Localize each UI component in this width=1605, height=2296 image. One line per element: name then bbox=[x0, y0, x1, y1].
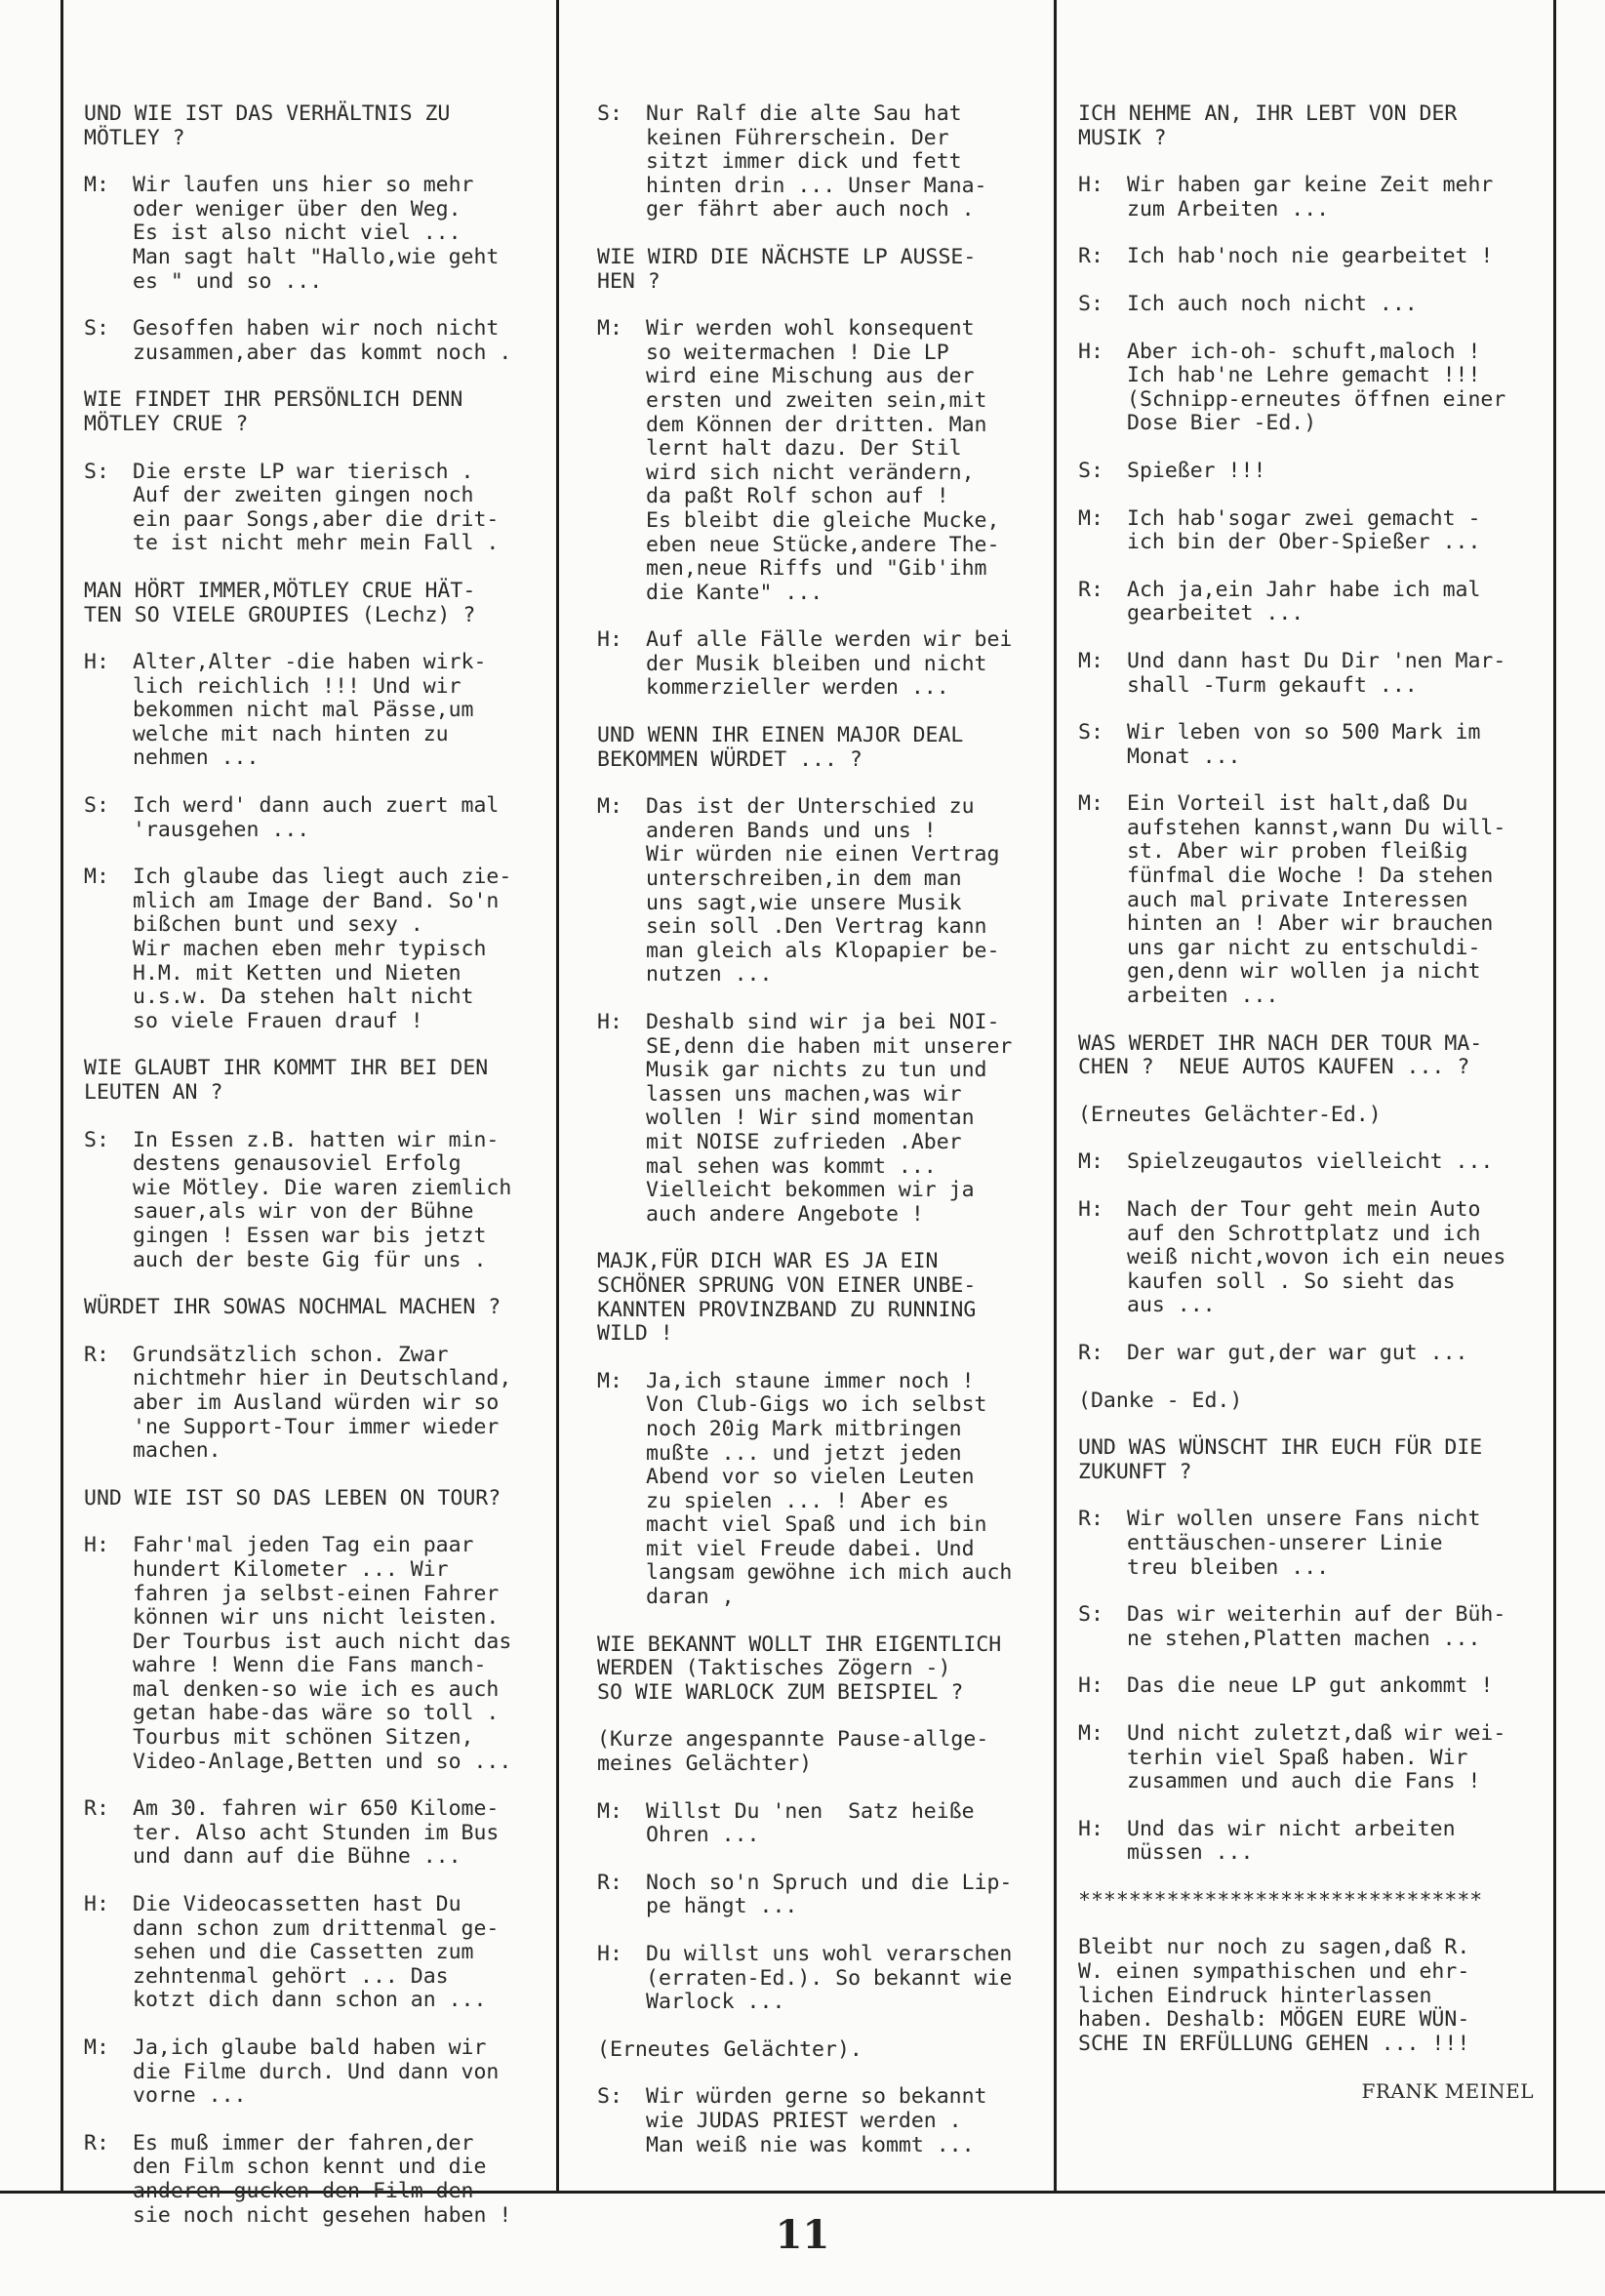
answer-text: Und dann hast Du Dir 'nen Mar- shall -Turm gekauft ... bbox=[1127, 648, 1506, 698]
answer bbox=[1078, 721, 1553, 769]
speaker-label: H: bbox=[597, 1942, 622, 1966]
answer bbox=[1078, 1674, 1553, 1699]
answer bbox=[1078, 650, 1553, 698]
question: WÜRDET IHR SOWAS NOCHMAL MACHEN ? bbox=[84, 1295, 502, 1320]
separator-stars: ******************************** bbox=[1078, 1888, 1483, 1913]
question: WIE BEKANNT WOLLT IHR EIGENTLICH WERDEN (Taktisches Zögern -) SO WIE WARLOCK ZUM BEISPIEL ? bbox=[597, 1631, 1002, 1705]
answer bbox=[1078, 1722, 1553, 1794]
speaker-label: H: bbox=[597, 627, 622, 653]
speaker-label: S: bbox=[1078, 458, 1103, 483]
answer bbox=[84, 651, 550, 771]
column-rule-middle-left bbox=[556, 0, 559, 2194]
answer bbox=[1078, 1198, 1553, 1318]
column-2 bbox=[597, 102, 1054, 2181]
speaker-label: H: bbox=[1078, 173, 1103, 198]
speaker-label: M: bbox=[1078, 791, 1103, 817]
speaker-label: S: bbox=[84, 459, 109, 484]
answer bbox=[1078, 1342, 1553, 1366]
answer bbox=[84, 1893, 550, 2013]
speaker-label: S: bbox=[84, 316, 109, 342]
answer bbox=[84, 1129, 550, 1273]
note: Bleibt nur noch zu sagen,daß R. W. einen sympathischen und ehr- lichen Eindruck hinterlassen haben. Deshalb: MÖGEN EURE WÜN- SCHE IN ERFÜLLUNG GEHEN ... !!! bbox=[1078, 1935, 1470, 2056]
answer bbox=[84, 1797, 550, 1870]
speaker-label: S: bbox=[597, 2084, 622, 2110]
answer-text: In Essen z.B. hatten wir min- destens genausoviel Erfolg wie Mötley. Die waren ziemlich sauer,als wir von der Bühne gingen ! Essen war bis jetzt auch der beste Gig für uns . bbox=[133, 1127, 512, 1272]
speaker-label: M: bbox=[1078, 1149, 1103, 1175]
speaker-label: H: bbox=[84, 1892, 109, 1917]
speaker-label: H: bbox=[1078, 339, 1103, 364]
speaker-label: H: bbox=[1078, 1673, 1103, 1699]
answer bbox=[1078, 792, 1553, 1008]
answer bbox=[597, 1800, 1054, 1848]
answer-text: Spießer !!! bbox=[1127, 458, 1266, 483]
note: (Danke - Ed.) bbox=[1078, 1388, 1243, 1413]
answer bbox=[84, 174, 550, 294]
answer bbox=[1078, 1603, 1553, 1651]
speaker-label: S: bbox=[1078, 1602, 1103, 1628]
speaker-label: R: bbox=[84, 2130, 109, 2155]
answer-text: Das wir weiterhin auf der Büh- ne stehen,Platten machen ... bbox=[1127, 1602, 1506, 1651]
speaker-label: R: bbox=[1078, 577, 1103, 602]
answer-text: Du willst uns wohl verarschen (erraten-Ed.). So bekannt wie Warlock ... bbox=[646, 1942, 1013, 2015]
speaker-label: M: bbox=[597, 794, 622, 820]
question: MAJK,FÜR DICH WAR ES JA EIN SCHÖNER SPRUNG VON EINER UNBE- KANNTEN PROVINZBAND ZU RUNNING WILD ! bbox=[597, 1249, 977, 1347]
answer-text: Die Videocassetten hast Du dann schon zum drittenmal ge- sehen und die Cassetten zum zehntenmal gehört ... Das kotzt dich dann schon an ... bbox=[133, 1892, 500, 2013]
speaker-label: R: bbox=[1078, 1507, 1103, 1532]
speaker-label: H: bbox=[597, 1010, 622, 1034]
question: WIE FINDET IHR PERSÖNLICH DENN MÖTLEY CRUE ? bbox=[84, 387, 463, 436]
speaker-label: M: bbox=[597, 1798, 622, 1824]
question: UND WAS WÜNSCHT IHR EUCH FÜR DIE ZUKUNFT ? bbox=[1078, 1435, 1483, 1484]
speaker-label: H: bbox=[84, 1533, 109, 1558]
answer-text: Wir laufen uns hier so mehr oder weniger über den Weg. Es ist also nicht viel ... Man sagt halt "Hallo,wie geht es " und so ... bbox=[133, 173, 500, 294]
speaker-label: M: bbox=[84, 865, 109, 890]
answer bbox=[1078, 293, 1553, 317]
speaker-label: M: bbox=[597, 1368, 622, 1393]
answer bbox=[1078, 1818, 1553, 1866]
note: (Erneutes Gelächter). bbox=[597, 2036, 863, 2062]
answer bbox=[597, 1943, 1054, 2015]
answer-text: Alter,Alter -die haben wirk- lich reichlich !!! Und wir bekommen nicht mal Pässe,um welche mit nach hinten zu nehmen ... bbox=[133, 650, 487, 771]
speaker-label: M: bbox=[84, 173, 109, 198]
answer bbox=[1078, 507, 1553, 555]
answer-text: Wir wollen unsere Fans nicht enttäuschen-unserer Linie treu bleiben ... bbox=[1127, 1507, 1481, 1580]
question: UND WENN IHR EINEN MAJOR DEAL BEKOMMEN WÜRDET ... ? bbox=[597, 723, 964, 772]
column-3 bbox=[1078, 102, 1553, 2127]
answer-text: Ein Vorteil ist halt,daß Du aufstehen kannst,wann Du will- st. Aber wir proben fleißig fünfmal die Woche ! Da stehen auch mal private Interessen hinten an ! Aber wir brauchen uns gar nicht zu entschuldi- gen,denn wir wollen ja nicht arbeiten ... bbox=[1127, 791, 1506, 1009]
speaker-label: S: bbox=[1078, 720, 1103, 745]
answer-text: Das die neue LP gut ankommt ! bbox=[1127, 1673, 1494, 1699]
answer-text: Spielzeugautos vielleicht ... bbox=[1127, 1149, 1494, 1175]
answer bbox=[597, 2085, 1054, 2157]
answer-text: Gesoffen haben wir noch nicht zusammen,aber das kommt noch . bbox=[133, 316, 512, 365]
note: (Kurze angespannte Pause-allge- meines Gelächter) bbox=[597, 1727, 989, 1777]
answer-text: Ach ja,ein Jahr habe ich mal gearbeitet ... bbox=[1127, 577, 1481, 626]
speaker-label: S: bbox=[84, 793, 109, 819]
question: WIE GLAUBT IHR KOMMT IHR BEI DEN LEUTEN AN ? bbox=[84, 1056, 489, 1105]
answer bbox=[84, 794, 550, 842]
answer bbox=[1078, 341, 1553, 436]
column-1 bbox=[84, 102, 550, 2251]
answer bbox=[1078, 1508, 1553, 1580]
answer-text: Und nicht zuletzt,daß wir wei- terhin viel Spaß haben. Wir zusammen und auch die Fans ! bbox=[1127, 1720, 1506, 1794]
speaker-label: R: bbox=[84, 1342, 109, 1367]
speaker-label: S: bbox=[1078, 291, 1103, 316]
column-rule-left bbox=[60, 0, 63, 2194]
speaker-label: H: bbox=[1078, 1197, 1103, 1222]
speaker-label: M: bbox=[1078, 648, 1103, 673]
answer-text: Ich auch noch nicht ... bbox=[1127, 291, 1418, 316]
answer bbox=[597, 628, 1054, 701]
answer bbox=[84, 317, 550, 365]
answer-text: Ich hab'sogar zwei gemacht - ich bin der Ober-Spießer ... bbox=[1127, 505, 1481, 555]
answer bbox=[84, 1344, 550, 1464]
answer-text: Wir leben von so 500 Mark im Monat ... bbox=[1127, 720, 1481, 769]
speaker-label: M: bbox=[84, 2035, 109, 2060]
speaker-label: R: bbox=[597, 1870, 622, 1895]
answer bbox=[597, 1011, 1054, 1227]
question: ICH NEHME AN, IHR LEBT VON DER MUSIK ? bbox=[1078, 101, 1458, 150]
answer-text: Nur Ralf die alte Sau hat keinen Führerschein. Der sitzt immer dick und fett hinten drin ... Unser Mana- ger fährt aber auch noch . bbox=[646, 101, 987, 222]
answer-text: Ich werd' dann auch zuert mal 'rausgehen ... bbox=[133, 793, 500, 842]
answer bbox=[597, 317, 1054, 605]
answer bbox=[1078, 174, 1553, 222]
answer bbox=[1078, 460, 1553, 484]
answer-text: Das ist der Unterschied zu anderen Bands und uns ! Wir würden nie einen Vertrag unterschreiben,in dem man uns sagt,wie unsere Musik sein soll .Den Vertrag kann man gleich als Klopapier be- nutzen ... bbox=[646, 794, 1000, 987]
answer-text: Willst Du 'nen Satz heiße Ohren ... bbox=[646, 1798, 975, 1848]
speaker-label: H: bbox=[84, 650, 109, 675]
answer-text: Wir haben gar keine Zeit mehr zum Arbeiten ... bbox=[1127, 173, 1494, 222]
question: WAS WERDET IHR NACH DER TOUR MA- CHEN ? NEUE AUTOS KAUFEN ... ? bbox=[1078, 1030, 1483, 1080]
question: MAN HÖRT IMMER,MÖTLEY CRUE HÄT- TEN SO VIELE GROUPIES (Lechz) ? bbox=[84, 578, 476, 627]
author-signature: FRANK MEINEL bbox=[1361, 2079, 1534, 2104]
answer bbox=[1078, 579, 1553, 626]
speaker-label: S: bbox=[84, 1127, 109, 1152]
speaker-label: R: bbox=[1078, 244, 1103, 269]
speaker-label: R: bbox=[84, 1796, 109, 1822]
speaker-label: S: bbox=[597, 101, 622, 126]
answer bbox=[84, 866, 550, 1033]
answer-text: Die erste LP war tierisch . Auf der zweiten gingen noch ein paar Songs,aber die drit- te ist nicht mehr mein Fall . bbox=[133, 459, 500, 556]
answer-text: Nach der Tour geht mein Auto auf den Schrottplatz und ich weiß nicht,wovon ich ein neues kaufen soll . So sieht das aus ... bbox=[1127, 1197, 1506, 1318]
answer-text: Es muß immer der fahren,der den Film schon kennt und die anderen gucken den Film den sie noch nicht gesehen haben ! bbox=[133, 2130, 512, 2228]
answer bbox=[84, 461, 550, 556]
column-rule-right bbox=[1553, 0, 1556, 2194]
answer-text: Wir werden wohl konsequent so weitermachen ! Die LP wird eine Mischung aus der ersten und zweiten sein,mit dem Können der dritten. Man lernt halt dazu. Der Stil wird sich nicht verändern, da paßt Rolf schon auf ! Es bleibt die gleiche Mucke, eben neue Stücke,andere The- men,neue Riffs und "Gib'ihm die Kante" ... bbox=[646, 316, 1000, 605]
answer-text: Ich glaube das liegt auch zie- mlich am Image der Band. So'n bißchen bunt und sexy . Wir machen eben mehr typisch H.M. mit Ketten und Nieten u.s.w. Da stehen halt nicht so viele Frauen drauf ! bbox=[133, 865, 512, 1033]
question: WIE WIRD DIE NÄCHSTE LP AUSSE- HEN ? bbox=[597, 244, 977, 294]
answer-text: Am 30. fahren wir 650 Kilome- ter. Also acht Stunden im Bus und dann auf die Bühne ... bbox=[133, 1796, 500, 1870]
answer-text: Und das wir nicht arbeiten müssen ... bbox=[1127, 1816, 1456, 1866]
speaker-label: R: bbox=[1078, 1340, 1103, 1365]
answer bbox=[1078, 1150, 1553, 1175]
answer-text: Deshalb sind wir ja bei NOI- SE,denn die haben mit unserer Musik gar nichts zu tun und lassen uns machen,was wir wollen ! Wir sind momentan mit NOISE zufrieden .Aber mal sehen was kommt ... Vielleicht bekommen wir ja auch andere Angebote ! bbox=[646, 1010, 1013, 1227]
speaker-label: M: bbox=[1078, 1720, 1103, 1746]
speaker-label: H: bbox=[1078, 1816, 1103, 1841]
question: UND WIE IST SO DAS LEBEN ON TOUR? bbox=[84, 1485, 502, 1511]
answer-text: Der war gut,der war gut ... bbox=[1127, 1340, 1468, 1365]
answer bbox=[84, 1534, 550, 1774]
speaker-label: M: bbox=[1078, 505, 1103, 531]
note: (Erneutes Gelächter-Ed.) bbox=[1078, 1102, 1382, 1127]
answer-text: Aber ich-oh- schuft,maloch ! Ich hab'ne Lehre gemacht !!! (Schnipp-erneutes öffnen einer Dose Bier -Ed.) bbox=[1127, 339, 1506, 436]
answer-text: Auf alle Fälle werden wir bei der Musik bleiben und nicht kommerzieller werden ... bbox=[646, 627, 1013, 701]
answer bbox=[597, 795, 1054, 987]
answer-text: Noch so'n Spruch und die Lip- pe hängt ... bbox=[646, 1870, 1013, 1919]
answer bbox=[84, 2036, 550, 2109]
answer-text: Ja,ich staune immer noch ! Von Club-Gigs wo ich selbst noch 20ig Mark mitbringen mußte ... und jetzt jeden Abend vor so vielen Leuten zu spielen ... ! Aber es macht viel Spaß und ich bin mit viel Freude dabei. Und langsam gewöhne ich mich auch daran , bbox=[646, 1368, 1013, 1610]
page-number: 11 bbox=[775, 2212, 830, 2258]
answer-text: Wir würden gerne so bekannt wie JUDAS PRIEST werden . Man weiß nie was kommt ... bbox=[646, 2084, 987, 2157]
answer-text: Grundsätzlich schon. Zwar nichtmehr hier in Deutschland, aber im Ausland würden wir so 'ne Support-Tour immer wieder machen. bbox=[133, 1342, 512, 1464]
column-rule-middle-right bbox=[1054, 0, 1057, 2194]
speaker-label: M: bbox=[597, 316, 622, 342]
answer bbox=[597, 102, 1054, 222]
answer-text: Ich hab'noch nie gearbeitet ! bbox=[1127, 244, 1494, 269]
question: UND WIE IST DAS VERHÄLTNIS ZU MÖTLEY ? bbox=[84, 101, 451, 150]
answer-text: Fahr'mal jeden Tag ein paar hundert Kilometer ... Wir fahren ja selbst-einen Fahrer können wir uns nicht leisten. Der Tourbus ist auch nicht das wahre ! Wenn die Fans manch- mal denken-so wie ich es auch getan habe-das wäre so toll . Tourbus mit schönen Sitzen, Video-Anlage,Betten und so ... bbox=[133, 1533, 512, 1774]
answer bbox=[1078, 245, 1553, 269]
answer-text: Ja,ich glaube bald haben wir die Filme durch. Und dann von vorne ... bbox=[133, 2035, 500, 2109]
answer bbox=[597, 1370, 1054, 1610]
answer bbox=[597, 1872, 1054, 1919]
